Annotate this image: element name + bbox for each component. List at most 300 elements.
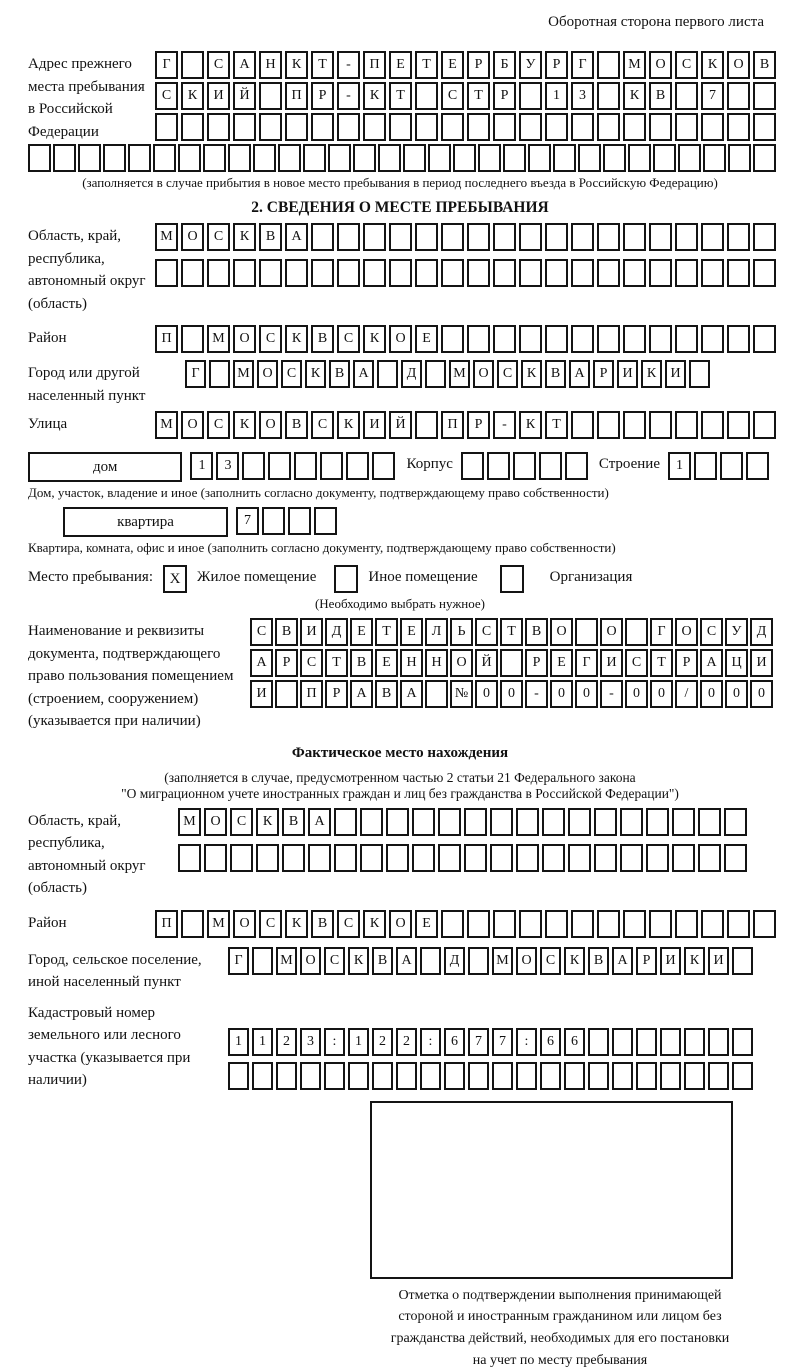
char-box[interactable] (516, 1062, 537, 1090)
char-box[interactable]: С (324, 947, 345, 975)
char-box[interactable]: И (708, 947, 729, 975)
char-box[interactable]: 1 (252, 1028, 273, 1056)
char-box[interactable] (628, 144, 651, 172)
char-box[interactable] (623, 259, 646, 287)
char-box[interactable] (701, 113, 724, 141)
char-box[interactable]: К (641, 360, 662, 388)
char-box[interactable]: А (700, 649, 723, 677)
char-box[interactable]: Р (525, 649, 548, 677)
char-box[interactable]: А (400, 680, 423, 708)
char-box[interactable]: К (564, 947, 585, 975)
char-box[interactable]: 6 (444, 1028, 465, 1056)
char-box[interactable] (646, 844, 669, 872)
char-box[interactable] (568, 844, 591, 872)
char-box[interactable]: С (700, 618, 723, 646)
house-number-row[interactable] (190, 452, 398, 480)
char-box[interactable] (732, 1028, 753, 1056)
char-box[interactable] (467, 910, 490, 938)
char-box[interactable]: Д (325, 618, 348, 646)
char-box[interactable] (684, 1028, 705, 1056)
char-box[interactable] (256, 844, 279, 872)
char-box[interactable]: М (178, 808, 201, 836)
char-box[interactable]: В (259, 223, 282, 251)
char-box[interactable] (720, 452, 743, 480)
char-box[interactable] (649, 259, 672, 287)
char-box[interactable] (285, 259, 308, 287)
char-box[interactable]: К (684, 947, 705, 975)
char-box[interactable] (353, 144, 376, 172)
char-box[interactable]: У (725, 618, 748, 646)
char-box[interactable] (259, 113, 282, 141)
char-box[interactable]: М (623, 51, 646, 79)
char-box[interactable] (623, 223, 646, 251)
char-box[interactable] (412, 844, 435, 872)
char-box[interactable] (207, 259, 230, 287)
char-box[interactable] (724, 844, 747, 872)
char-box[interactable] (441, 325, 464, 353)
char-box[interactable]: С (155, 82, 178, 110)
char-box[interactable] (262, 507, 285, 535)
char-box[interactable]: У (519, 51, 542, 79)
char-box[interactable]: К (285, 325, 308, 353)
char-box[interactable]: - (337, 82, 360, 110)
char-box[interactable]: Р (545, 51, 568, 79)
char-box[interactable]: К (233, 223, 256, 251)
char-box[interactable]: 1 (668, 452, 691, 480)
char-box[interactable] (268, 452, 291, 480)
region-row-2[interactable] (155, 259, 779, 287)
apartment-box[interactable]: квартира (63, 507, 228, 537)
char-box[interactable] (209, 360, 230, 388)
char-box[interactable] (493, 910, 516, 938)
char-box[interactable]: : (324, 1028, 345, 1056)
char-box[interactable] (242, 452, 265, 480)
char-box[interactable]: С (337, 910, 360, 938)
char-box[interactable] (519, 325, 542, 353)
char-box[interactable] (311, 259, 334, 287)
korpus-row[interactable] (461, 452, 591, 480)
char-box[interactable] (181, 325, 204, 353)
char-box[interactable]: Ц (725, 649, 748, 677)
cadastral-row-1[interactable] (228, 1028, 772, 1056)
char-box[interactable]: С (207, 411, 230, 439)
char-box[interactable]: Й (233, 82, 256, 110)
char-box[interactable]: К (519, 411, 542, 439)
char-box[interactable] (453, 144, 476, 172)
char-box[interactable] (438, 844, 461, 872)
prev-address-row-3[interactable] (155, 113, 779, 141)
char-box[interactable] (207, 113, 230, 141)
char-box[interactable]: С (540, 947, 561, 975)
char-box[interactable]: 0 (500, 680, 523, 708)
char-box[interactable]: Р (325, 680, 348, 708)
char-box[interactable] (727, 113, 750, 141)
char-box[interactable] (571, 910, 594, 938)
char-box[interactable]: А (308, 808, 331, 836)
char-box[interactable]: - (493, 411, 516, 439)
char-box[interactable] (545, 113, 568, 141)
char-box[interactable] (178, 144, 201, 172)
char-box[interactable] (259, 259, 282, 287)
char-box[interactable]: № (450, 680, 473, 708)
char-box[interactable] (698, 808, 721, 836)
char-box[interactable] (753, 325, 776, 353)
char-box[interactable] (493, 259, 516, 287)
char-box[interactable] (732, 947, 753, 975)
char-box[interactable] (724, 808, 747, 836)
char-box[interactable] (623, 910, 646, 938)
char-box[interactable] (519, 82, 542, 110)
char-box[interactable]: Р (275, 649, 298, 677)
char-box[interactable] (492, 1062, 513, 1090)
char-box[interactable]: 0 (475, 680, 498, 708)
char-box[interactable] (708, 1028, 729, 1056)
char-box[interactable]: М (207, 325, 230, 353)
char-box[interactable] (753, 144, 776, 172)
char-box[interactable]: И (300, 618, 323, 646)
char-box[interactable]: А (612, 947, 633, 975)
char-box[interactable]: Е (350, 618, 373, 646)
actual-region-row-2[interactable] (178, 844, 772, 872)
char-box[interactable]: К (285, 910, 308, 938)
char-box[interactable]: И (363, 411, 386, 439)
char-box[interactable] (467, 113, 490, 141)
char-box[interactable] (571, 113, 594, 141)
char-box[interactable] (519, 259, 542, 287)
char-box[interactable] (698, 844, 721, 872)
char-box[interactable]: С (497, 360, 518, 388)
char-box[interactable]: А (396, 947, 417, 975)
char-box[interactable]: С (207, 223, 230, 251)
char-box[interactable] (360, 808, 383, 836)
stay-option-residential-checkbox[interactable]: X (163, 565, 187, 593)
char-box[interactable]: 2 (372, 1028, 393, 1056)
char-box[interactable] (288, 507, 311, 535)
char-box[interactable]: Е (389, 51, 412, 79)
char-box[interactable] (228, 1062, 249, 1090)
char-box[interactable]: Д (750, 618, 773, 646)
char-box[interactable]: В (285, 411, 308, 439)
document-row-1[interactable] (250, 618, 775, 646)
char-box[interactable] (403, 144, 426, 172)
char-box[interactable] (649, 325, 672, 353)
char-box[interactable]: Т (325, 649, 348, 677)
char-box[interactable] (420, 1062, 441, 1090)
char-box[interactable] (597, 325, 620, 353)
char-box[interactable]: О (450, 649, 473, 677)
char-box[interactable] (675, 113, 698, 141)
char-box[interactable] (181, 51, 204, 79)
char-box[interactable]: Г (571, 51, 594, 79)
char-box[interactable] (490, 808, 513, 836)
char-box[interactable] (701, 259, 724, 287)
char-box[interactable] (389, 223, 412, 251)
char-box[interactable]: М (207, 910, 230, 938)
char-box[interactable] (571, 259, 594, 287)
char-box[interactable] (612, 1062, 633, 1090)
char-box[interactable]: Д (444, 947, 465, 975)
char-box[interactable]: А (350, 680, 373, 708)
char-box[interactable] (363, 259, 386, 287)
char-box[interactable] (78, 144, 101, 172)
char-box[interactable] (441, 223, 464, 251)
char-box[interactable] (568, 808, 591, 836)
char-box[interactable] (178, 844, 201, 872)
prev-address-row-2[interactable] (155, 82, 779, 110)
char-box[interactable] (444, 1062, 465, 1090)
char-box[interactable] (308, 844, 331, 872)
char-box[interactable]: В (545, 360, 566, 388)
char-box[interactable] (500, 649, 523, 677)
char-box[interactable]: С (675, 51, 698, 79)
char-box[interactable] (348, 1062, 369, 1090)
char-box[interactable] (467, 223, 490, 251)
char-box[interactable] (276, 1062, 297, 1090)
char-box[interactable] (490, 844, 513, 872)
char-box[interactable]: Р (467, 411, 490, 439)
char-box[interactable]: Е (415, 325, 438, 353)
char-box[interactable] (415, 259, 438, 287)
char-box[interactable]: 6 (564, 1028, 585, 1056)
apartment-number-row[interactable] (236, 507, 340, 535)
char-box[interactable]: О (516, 947, 537, 975)
char-box[interactable] (389, 259, 412, 287)
char-box[interactable] (594, 808, 617, 836)
char-box[interactable] (646, 808, 669, 836)
char-box[interactable] (337, 223, 360, 251)
char-box[interactable]: В (753, 51, 776, 79)
char-box[interactable]: М (233, 360, 254, 388)
char-box[interactable]: В (311, 325, 334, 353)
char-box[interactable] (597, 910, 620, 938)
char-box[interactable] (324, 1062, 345, 1090)
char-box[interactable] (753, 910, 776, 938)
char-box[interactable]: И (207, 82, 230, 110)
char-box[interactable]: В (372, 947, 393, 975)
char-box[interactable] (545, 910, 568, 938)
char-box[interactable] (727, 259, 750, 287)
char-box[interactable] (420, 947, 441, 975)
char-box[interactable]: О (473, 360, 494, 388)
char-box[interactable] (689, 360, 710, 388)
char-box[interactable]: К (305, 360, 326, 388)
char-box[interactable] (588, 1062, 609, 1090)
char-box[interactable] (620, 808, 643, 836)
char-box[interactable] (278, 144, 301, 172)
char-box[interactable]: О (727, 51, 750, 79)
char-box[interactable] (597, 411, 620, 439)
char-box[interactable] (753, 259, 776, 287)
char-box[interactable]: К (233, 411, 256, 439)
char-box[interactable]: Р (636, 947, 657, 975)
char-box[interactable]: 7 (236, 507, 259, 535)
char-box[interactable] (597, 82, 620, 110)
char-box[interactable] (155, 259, 178, 287)
char-box[interactable]: Л (425, 618, 448, 646)
char-box[interactable] (675, 259, 698, 287)
char-box[interactable]: А (233, 51, 256, 79)
char-box[interactable]: 1 (190, 452, 213, 480)
actual-region-row-1[interactable] (178, 808, 772, 836)
char-box[interactable]: О (233, 910, 256, 938)
char-box[interactable] (155, 113, 178, 141)
char-box[interactable]: П (300, 680, 323, 708)
char-box[interactable] (464, 808, 487, 836)
char-box[interactable] (597, 51, 620, 79)
stroenie-row[interactable] (668, 452, 772, 480)
char-box[interactable] (311, 113, 334, 141)
char-box[interactable] (545, 223, 568, 251)
char-box[interactable]: В (525, 618, 548, 646)
char-box[interactable]: Т (500, 618, 523, 646)
char-box[interactable] (428, 144, 451, 172)
char-box[interactable]: С (311, 411, 334, 439)
char-box[interactable]: К (623, 82, 646, 110)
char-box[interactable]: А (353, 360, 374, 388)
char-box[interactable] (672, 808, 695, 836)
char-box[interactable] (294, 452, 317, 480)
char-box[interactable]: 0 (625, 680, 648, 708)
char-box[interactable]: А (285, 223, 308, 251)
char-box[interactable]: 0 (750, 680, 773, 708)
char-box[interactable]: Й (389, 411, 412, 439)
cadastral-row-2[interactable] (228, 1062, 772, 1090)
char-box[interactable]: Р (467, 51, 490, 79)
char-box[interactable]: Г (155, 51, 178, 79)
char-box[interactable] (578, 144, 601, 172)
char-box[interactable]: К (181, 82, 204, 110)
char-box[interactable]: Г (228, 947, 249, 975)
actual-district-row[interactable] (155, 910, 779, 938)
char-box[interactable]: П (363, 51, 386, 79)
district-row[interactable] (155, 325, 779, 353)
char-box[interactable]: Г (650, 618, 673, 646)
char-box[interactable] (181, 113, 204, 141)
char-box[interactable]: 2 (276, 1028, 297, 1056)
char-box[interactable] (493, 223, 516, 251)
char-box[interactable] (620, 844, 643, 872)
char-box[interactable]: Т (650, 649, 673, 677)
prev-address-row-4[interactable] (28, 144, 772, 172)
char-box[interactable]: / (675, 680, 698, 708)
char-box[interactable] (441, 113, 464, 141)
char-box[interactable]: О (233, 325, 256, 353)
char-box[interactable]: В (350, 649, 373, 677)
char-box[interactable]: К (256, 808, 279, 836)
char-box[interactable]: С (259, 910, 282, 938)
char-box[interactable]: О (389, 910, 412, 938)
char-box[interactable]: Е (441, 51, 464, 79)
char-box[interactable]: Е (415, 910, 438, 938)
char-box[interactable]: О (257, 360, 278, 388)
char-box[interactable] (468, 1062, 489, 1090)
char-box[interactable]: М (449, 360, 470, 388)
char-box[interactable]: С (475, 618, 498, 646)
char-box[interactable] (314, 507, 337, 535)
char-box[interactable]: Е (375, 649, 398, 677)
char-box[interactable] (603, 144, 626, 172)
char-box[interactable] (503, 144, 526, 172)
char-box[interactable]: О (389, 325, 412, 353)
char-box[interactable] (181, 910, 204, 938)
house-box[interactable]: дом (28, 452, 182, 482)
char-box[interactable]: 0 (700, 680, 723, 708)
char-box[interactable] (571, 411, 594, 439)
char-box[interactable] (649, 411, 672, 439)
char-box[interactable]: Ь (450, 618, 473, 646)
char-box[interactable] (377, 360, 398, 388)
char-box[interactable] (649, 910, 672, 938)
char-box[interactable]: С (625, 649, 648, 677)
char-box[interactable]: О (675, 618, 698, 646)
char-box[interactable]: - (337, 51, 360, 79)
char-box[interactable]: И (600, 649, 623, 677)
char-box[interactable]: В (375, 680, 398, 708)
char-box[interactable] (285, 113, 308, 141)
char-box[interactable] (708, 1062, 729, 1090)
char-box[interactable]: С (337, 325, 360, 353)
char-box[interactable]: О (649, 51, 672, 79)
char-box[interactable] (564, 1062, 585, 1090)
char-box[interactable]: В (649, 82, 672, 110)
char-box[interactable] (519, 223, 542, 251)
char-box[interactable] (732, 1062, 753, 1090)
char-box[interactable] (571, 223, 594, 251)
char-box[interactable] (516, 844, 539, 872)
char-box[interactable]: 6 (540, 1028, 561, 1056)
char-box[interactable]: К (363, 325, 386, 353)
char-box[interactable] (539, 452, 562, 480)
char-box[interactable] (625, 618, 648, 646)
stay-option-other-checkbox[interactable] (334, 565, 358, 593)
char-box[interactable]: Р (493, 82, 516, 110)
char-box[interactable] (300, 1062, 321, 1090)
char-box[interactable]: - (525, 680, 548, 708)
char-box[interactable]: М (276, 947, 297, 975)
char-box[interactable] (542, 808, 565, 836)
char-box[interactable]: О (600, 618, 623, 646)
char-box[interactable]: О (300, 947, 321, 975)
char-box[interactable] (252, 1062, 273, 1090)
char-box[interactable] (230, 844, 253, 872)
char-box[interactable] (28, 144, 51, 172)
char-box[interactable]: К (337, 411, 360, 439)
char-box[interactable] (753, 82, 776, 110)
char-box[interactable]: П (285, 82, 308, 110)
char-box[interactable] (282, 844, 305, 872)
char-box[interactable] (701, 411, 724, 439)
actual-city-row[interactable] (228, 947, 772, 975)
char-box[interactable]: Д (401, 360, 422, 388)
char-box[interactable] (468, 947, 489, 975)
char-box[interactable] (594, 844, 617, 872)
char-box[interactable] (275, 680, 298, 708)
char-box[interactable] (103, 144, 126, 172)
char-box[interactable]: Р (311, 82, 334, 110)
char-box[interactable] (728, 144, 751, 172)
char-box[interactable] (597, 259, 620, 287)
char-box[interactable] (694, 452, 717, 480)
char-box[interactable]: К (285, 51, 308, 79)
char-box[interactable] (389, 113, 412, 141)
char-box[interactable]: Е (400, 618, 423, 646)
char-box[interactable] (337, 113, 360, 141)
char-box[interactable] (519, 113, 542, 141)
char-box[interactable]: С (441, 82, 464, 110)
char-box[interactable] (441, 910, 464, 938)
char-box[interactable]: 7 (701, 82, 724, 110)
char-box[interactable]: В (275, 618, 298, 646)
